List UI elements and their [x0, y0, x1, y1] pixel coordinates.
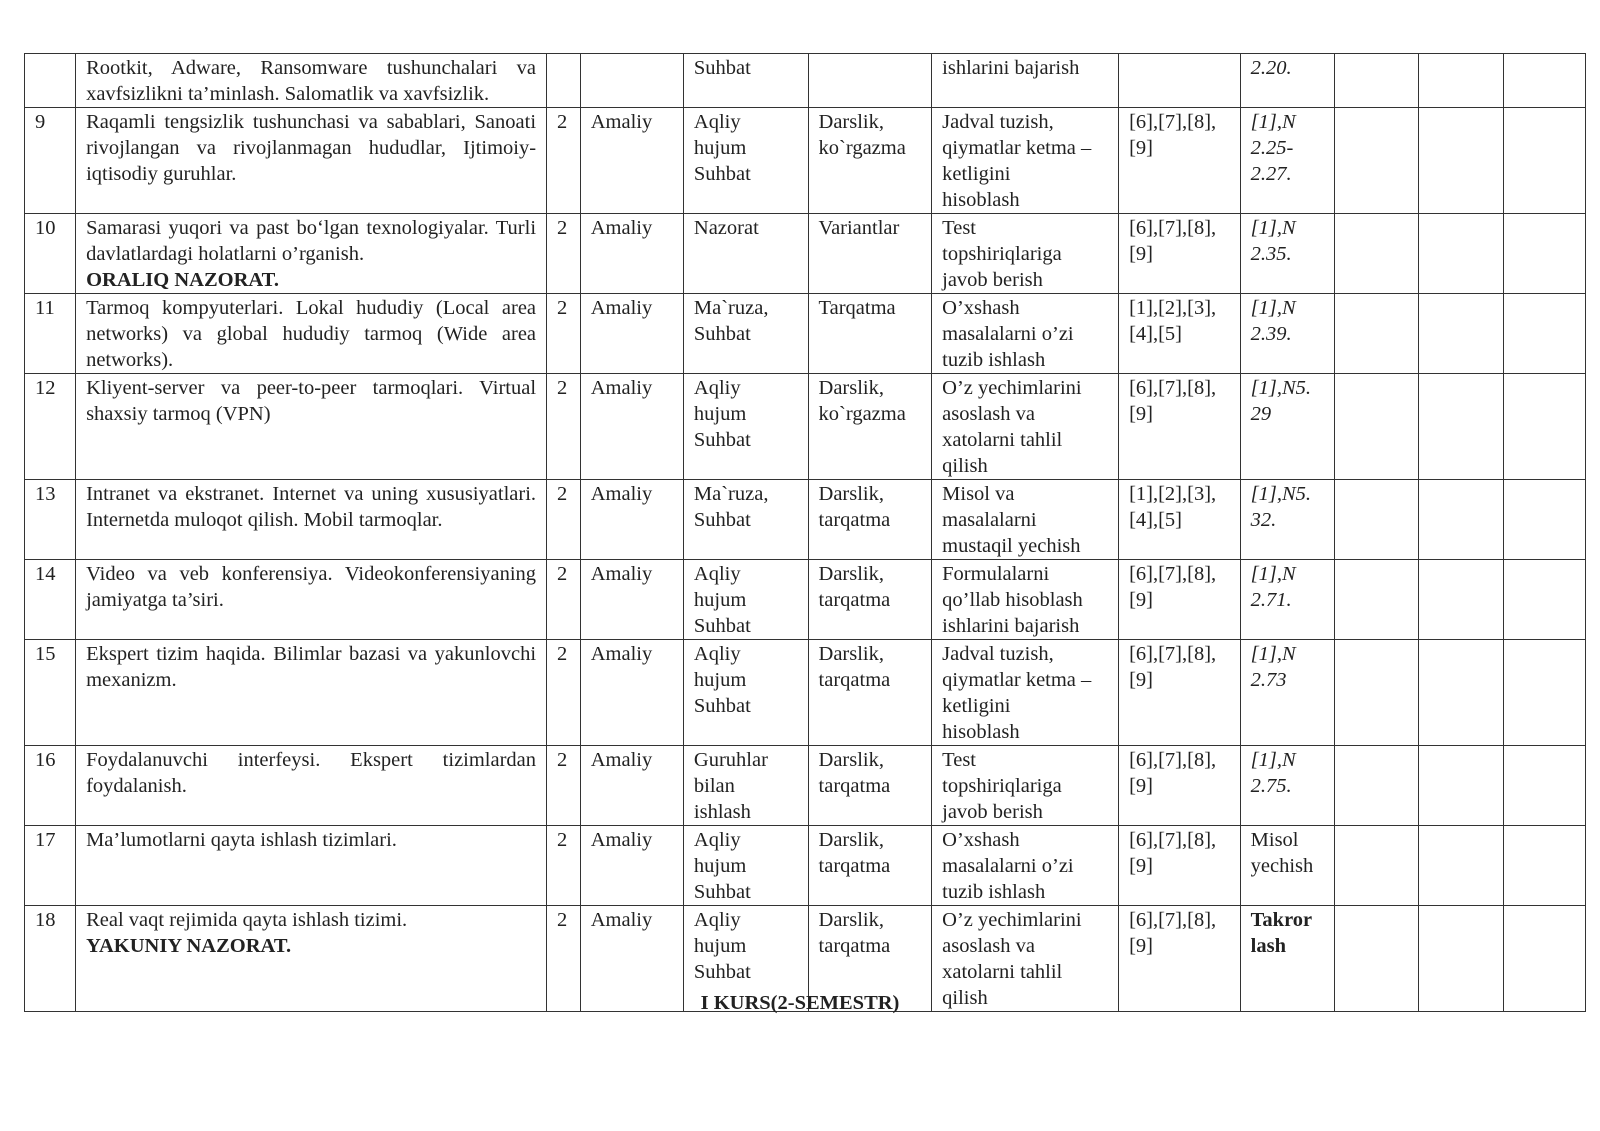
pages-cell-line: Takror — [1250, 909, 1313, 931]
method-cell-line: Aqliy — [693, 909, 741, 931]
pages-cell — [1240, 826, 1334, 906]
task-cell — [932, 108, 1119, 214]
empty-cell — [1504, 214, 1586, 294]
refs-cell — [1119, 826, 1241, 906]
row-number: 16 — [35, 749, 56, 771]
tool-cell — [808, 560, 932, 640]
topic-text: Kliyent-server va peer-to-peer tarmoqlari. Virtual shaxsiy tarmoq (VPN) — [86, 377, 537, 425]
task-cell-line: mustaqil yechish — [942, 535, 1081, 557]
method-cell-line: Aqliy — [693, 563, 741, 585]
lesson-type-cell — [580, 746, 683, 826]
refs-cell-line: [6],[7],[8], — [1129, 563, 1217, 585]
refs-cell — [1119, 746, 1241, 826]
task-cell-line: asoslash va — [942, 935, 1035, 957]
empty-cell — [1504, 640, 1586, 746]
task-cell — [932, 480, 1119, 560]
method-cell — [683, 560, 808, 640]
topic-text: Raqamli tengsizlik tushunchasi va sabablari, Sanoati rivojlangan va rivojlanmagan hududlar, Ijtimoiy-iqtisodiy guruhlar. — [86, 111, 537, 185]
lesson-type: Amaliy — [590, 749, 653, 771]
task-cell-line: Test — [942, 749, 977, 771]
empty-cell — [1504, 560, 1586, 640]
task-cell-line: masalalarni o’zi — [942, 855, 1074, 877]
refs-cell-line: [1],[2],[3], — [1129, 483, 1217, 505]
refs-cell-line: [9] — [1129, 243, 1153, 265]
pages-cell — [1240, 214, 1334, 294]
lesson-type-cell — [580, 826, 683, 906]
refs-cell-line: [4],[5] — [1129, 323, 1183, 345]
refs-cell-line: [6],[7],[8], — [1129, 217, 1217, 239]
curriculum-table — [24, 53, 1586, 1012]
empty-cell — [1419, 54, 1504, 108]
task-cell-line: qilish — [942, 455, 988, 477]
empty-cell — [1334, 54, 1419, 108]
task-cell-line: Misol va — [942, 483, 1015, 505]
row-number-cell — [25, 294, 76, 374]
method-cell-line: Ma`ruza, — [693, 297, 769, 319]
row-number: 12 — [35, 377, 56, 399]
row-number: 18 — [35, 909, 56, 931]
hours-value: 2 — [557, 909, 568, 931]
row-number-cell — [25, 374, 76, 480]
topic-cell — [76, 560, 547, 640]
empty-cell — [1504, 54, 1586, 108]
row-number-cell — [25, 480, 76, 560]
pages-cell — [1240, 560, 1334, 640]
task-cell-line: topshiriqlariga — [942, 243, 1062, 265]
refs-cell-line: [6],[7],[8], — [1129, 643, 1217, 665]
task-cell-line: Test — [942, 217, 977, 239]
task-cell-line: Formulalarni — [942, 563, 1050, 585]
tool-cell-line: Darslik, — [818, 111, 885, 133]
task-cell-line: hisoblash — [942, 189, 1020, 211]
row-number: 11 — [35, 297, 55, 319]
task-cell-line: ishlarini bajarish — [942, 57, 1080, 79]
task-cell — [932, 560, 1119, 640]
task-cell — [932, 54, 1119, 108]
table-row — [25, 480, 1586, 560]
hours-cell — [547, 480, 581, 560]
method-cell — [683, 108, 808, 214]
hours-value: 2 — [557, 563, 568, 585]
task-cell-line: xatolarni tahlil — [942, 429, 1063, 451]
lesson-type: Amaliy — [590, 829, 653, 851]
pages-cell-line: [1],N5. — [1250, 377, 1312, 399]
tool-cell-line: tarqatma — [818, 775, 891, 797]
method-cell-line: Aqliy — [693, 829, 741, 851]
row-number-cell — [25, 108, 76, 214]
task-cell-line: topshiriqlariga — [942, 775, 1062, 797]
topic-text: Intranet va ekstranet. Internet va uning xususiyatlari. Internetda muloqot qilish. Mobil tarmoqlar. — [86, 483, 537, 531]
table-row — [25, 214, 1586, 294]
task-cell-line: O’xshash — [942, 297, 1020, 319]
refs-cell-line: [6],[7],[8], — [1129, 829, 1217, 851]
topic-text: Samarasi yuqori va past bo‘lgan texnologiyalar. Turli davlatlardagi holatlarni o’rganish. — [86, 217, 537, 265]
row-number-cell — [25, 214, 76, 294]
row-number: 15 — [35, 643, 56, 665]
refs-cell-line: [9] — [1129, 403, 1153, 425]
empty-cell — [1334, 214, 1419, 294]
empty-cell — [1504, 108, 1586, 214]
pages-cell-line: [1],N — [1250, 111, 1296, 133]
tool-cell-line: ko`rgazma — [818, 137, 906, 159]
method-cell-line: Suhbat — [693, 429, 751, 451]
refs-cell — [1119, 560, 1241, 640]
method-cell-line: Suhbat — [693, 961, 751, 983]
table-row — [25, 374, 1586, 480]
pages-cell-line: 29 — [1250, 403, 1272, 425]
hours-cell — [547, 54, 581, 108]
hours-cell — [547, 214, 581, 294]
topic-text: Video va veb konferensiya. Videokonferensiyaning jamiyatga ta’siri. — [86, 563, 537, 611]
topic-cell — [76, 374, 547, 480]
pages-cell-line: 32. — [1250, 509, 1277, 531]
lesson-type: Amaliy — [590, 909, 653, 931]
lesson-type-cell — [580, 214, 683, 294]
row-number-cell — [25, 826, 76, 906]
refs-cell-line: [9] — [1129, 935, 1153, 957]
pages-cell — [1240, 374, 1334, 480]
refs-cell-line: [6],[7],[8], — [1129, 111, 1217, 133]
topic-text: Ma’lumotlarni qayta ishlash tizimlari. — [86, 829, 397, 851]
method-cell-line: Nazorat — [693, 217, 759, 239]
method-cell-line: hujum — [693, 137, 747, 159]
row-number: 13 — [35, 483, 56, 505]
table-row — [25, 826, 1586, 906]
empty-cell — [1419, 560, 1504, 640]
empty-cell — [1419, 480, 1504, 560]
method-cell — [683, 480, 808, 560]
refs-cell-line: [6],[7],[8], — [1129, 377, 1217, 399]
topic-cell — [76, 640, 547, 746]
pages-cell — [1240, 294, 1334, 374]
topic-cell — [76, 294, 547, 374]
lesson-type: Amaliy — [590, 297, 653, 319]
section-title: I KURS(2-SEMESTR) — [700, 992, 900, 1014]
task-cell-line: xatolarni tahlil — [942, 961, 1063, 983]
row-number-cell — [25, 640, 76, 746]
task-cell-line: masalalarni — [942, 509, 1037, 531]
method-cell-line: Aqliy — [693, 377, 741, 399]
pages-cell-line: Misol — [1250, 829, 1299, 851]
hours-value: 2 — [557, 643, 568, 665]
document-page — [24, 53, 1586, 1012]
pages-cell-line: [1],N — [1250, 297, 1296, 319]
pages-cell-line: 2.75. — [1250, 775, 1292, 797]
task-cell — [932, 374, 1119, 480]
tool-cell-line: ko`rgazma — [818, 403, 906, 425]
lesson-type-cell — [580, 560, 683, 640]
pages-cell-line: [1],N5. — [1250, 483, 1312, 505]
refs-cell — [1119, 640, 1241, 746]
pages-cell-line: lash — [1250, 935, 1286, 957]
refs-cell-line: [6],[7],[8], — [1129, 909, 1217, 931]
empty-cell — [1334, 374, 1419, 480]
method-cell-line: Ma`ruza, — [693, 483, 769, 505]
method-cell-line: hujum — [693, 589, 747, 611]
method-cell-line: Aqliy — [693, 643, 741, 665]
tool-cell-line: Darslik, — [818, 749, 885, 771]
empty-cell — [1334, 560, 1419, 640]
tool-cell-line: Darslik, — [818, 909, 885, 931]
topic-cell — [76, 480, 547, 560]
task-cell — [932, 214, 1119, 294]
empty-cell — [1334, 746, 1419, 826]
tool-cell-line: tarqatma — [818, 509, 891, 531]
refs-cell-line: [1],[2],[3], — [1129, 297, 1217, 319]
task-cell-line: O’xshash — [942, 829, 1020, 851]
lesson-type-cell — [580, 54, 683, 108]
method-cell-line: Suhbat — [693, 509, 751, 531]
refs-cell — [1119, 214, 1241, 294]
hours-value: 2 — [557, 829, 568, 851]
empty-cell — [1334, 826, 1419, 906]
method-cell-line: hujum — [693, 403, 747, 425]
topic-cell — [76, 214, 547, 294]
hours-cell — [547, 640, 581, 746]
tool-cell — [808, 826, 932, 906]
table-body — [25, 54, 1586, 1012]
pages-cell-line: [1],N — [1250, 643, 1296, 665]
refs-cell-line: [4],[5] — [1129, 509, 1183, 531]
task-cell-line: Jadval tuzish, — [942, 643, 1054, 665]
table-row — [25, 640, 1586, 746]
method-cell-line: hujum — [693, 935, 747, 957]
row-number: 14 — [35, 563, 56, 585]
empty-cell — [1419, 294, 1504, 374]
method-cell — [683, 214, 808, 294]
tool-cell-line: Darslik, — [818, 377, 885, 399]
task-cell-line: qiymatlar ketma – — [942, 669, 1092, 691]
empty-cell — [1504, 374, 1586, 480]
hours-cell — [547, 374, 581, 480]
tool-cell-line: tarqatma — [818, 855, 891, 877]
topic-text: Tarmoq kompyuterlari. Lokal hududiy (Local area networks) va global hududiy tarmoq (Wide area networks). — [86, 297, 537, 371]
hours-value: 2 — [557, 217, 568, 239]
topic-text: Real vaqt rejimida qayta ishlash tizimi. — [86, 909, 408, 931]
table-row — [25, 746, 1586, 826]
task-cell-line: javob berish — [942, 801, 1043, 823]
tool-cell-line: Darslik, — [818, 483, 885, 505]
task-cell-line: ketligini — [942, 163, 1011, 185]
hours-cell — [547, 108, 581, 214]
pages-cell-line: 2.35. — [1250, 243, 1292, 265]
lesson-type: Amaliy — [590, 111, 653, 133]
table-row — [25, 294, 1586, 374]
empty-cell — [1419, 108, 1504, 214]
tool-cell-line: Darslik, — [818, 643, 885, 665]
table-row — [25, 560, 1586, 640]
empty-cell — [1334, 294, 1419, 374]
method-cell-line: Aqliy — [693, 111, 741, 133]
empty-cell — [1334, 480, 1419, 560]
tool-cell — [808, 640, 932, 746]
empty-cell — [1419, 746, 1504, 826]
refs-cell — [1119, 54, 1241, 108]
task-cell-line: ketligini — [942, 695, 1011, 717]
task-cell-line: tuzib ishlash — [942, 881, 1046, 903]
lesson-type: Amaliy — [590, 643, 653, 665]
refs-cell — [1119, 108, 1241, 214]
refs-cell-line: [9] — [1129, 775, 1153, 797]
empty-cell — [1419, 826, 1504, 906]
topic-cell — [76, 108, 547, 214]
pages-cell — [1240, 108, 1334, 214]
tool-cell — [808, 214, 932, 294]
empty-cell — [1419, 640, 1504, 746]
lesson-type-cell — [580, 480, 683, 560]
method-cell-line: Suhbat — [693, 695, 751, 717]
hours-value: 2 — [557, 377, 568, 399]
control-label: ORALIQ NAZORAT. — [86, 269, 279, 291]
task-cell-line: hisoblash — [942, 721, 1020, 743]
refs-cell — [1119, 374, 1241, 480]
empty-cell — [1334, 640, 1419, 746]
hours-cell — [547, 746, 581, 826]
lesson-type: Amaliy — [590, 563, 653, 585]
method-cell — [683, 54, 808, 108]
task-cell — [932, 746, 1119, 826]
pages-cell-line: 2.20. — [1250, 57, 1292, 79]
task-cell-line: ishlarini bajarish — [942, 615, 1080, 637]
task-cell-line: qilish — [942, 987, 988, 1009]
task-cell — [932, 826, 1119, 906]
method-cell-line: Suhbat — [693, 57, 751, 79]
empty-cell — [1334, 108, 1419, 214]
pages-cell-line: 2.25- — [1250, 137, 1294, 159]
tool-cell — [808, 746, 932, 826]
topic-cell — [76, 826, 547, 906]
pages-cell — [1240, 54, 1334, 108]
empty-cell — [1504, 294, 1586, 374]
tool-cell — [808, 294, 932, 374]
topic-text: Rootkit, Adware, Ransomware tushunchalari va xavfsizlikni ta’minlash. Salomatlik va xavfsizlik. — [86, 57, 537, 105]
tool-cell-line: tarqatma — [818, 589, 891, 611]
method-cell-line: hujum — [693, 669, 747, 691]
topic-text: Ekspert tizim haqida. Bilimlar bazasi va yakunlovchi mexanizm. — [86, 643, 537, 691]
method-cell-line: bilan — [693, 775, 735, 797]
task-cell-line: qo’llab hisoblash — [942, 589, 1083, 611]
method-cell-line: Guruhlar — [693, 749, 768, 771]
row-number: 10 — [35, 217, 56, 239]
method-cell-line: hujum — [693, 855, 747, 877]
hours-cell — [547, 826, 581, 906]
refs-cell-line: [9] — [1129, 855, 1153, 877]
empty-cell — [1504, 746, 1586, 826]
tool-cell — [808, 108, 932, 214]
method-cell — [683, 640, 808, 746]
table-row — [25, 108, 1586, 214]
tool-cell-line: tarqatma — [818, 935, 891, 957]
hours-cell — [547, 294, 581, 374]
empty-cell — [1504, 480, 1586, 560]
table-row — [25, 54, 1586, 108]
tool-cell-line: Darslik, — [818, 563, 885, 585]
tool-cell-line: Variantlar — [818, 217, 900, 239]
pages-cell-line: [1],N — [1250, 563, 1296, 585]
refs-cell-line: [9] — [1129, 589, 1153, 611]
hours-value: 2 — [557, 297, 568, 319]
task-cell-line: tuzib ishlash — [942, 349, 1046, 371]
refs-cell — [1119, 480, 1241, 560]
refs-cell-line: [9] — [1129, 669, 1153, 691]
empty-cell — [1419, 214, 1504, 294]
method-cell — [683, 374, 808, 480]
control-label: YAKUNIY NAZORAT. — [86, 935, 292, 957]
lesson-type-cell — [580, 374, 683, 480]
pages-cell-line: 2.73 — [1250, 669, 1287, 691]
method-cell-line: Suhbat — [693, 881, 751, 903]
task-cell-line: O’z yechimlarini — [942, 377, 1082, 399]
task-cell-line: O’z yechimlarini — [942, 909, 1082, 931]
row-number: 17 — [35, 829, 56, 851]
pages-cell-line: 2.27. — [1250, 163, 1292, 185]
task-cell — [932, 640, 1119, 746]
pages-cell — [1240, 746, 1334, 826]
pages-cell-line: yechish — [1250, 855, 1314, 877]
hours-value: 2 — [557, 749, 568, 771]
pages-cell — [1240, 480, 1334, 560]
hours-cell — [547, 560, 581, 640]
lesson-type: Amaliy — [590, 377, 653, 399]
pages-cell-line: [1],N — [1250, 749, 1296, 771]
topic-text: Foydalanuvchi interfeysi. Ekspert tizimlardan foydalanish. — [86, 749, 537, 797]
lesson-type-cell — [580, 640, 683, 746]
topic-cell — [76, 746, 547, 826]
refs-cell-line: [6],[7],[8], — [1129, 749, 1217, 771]
method-cell-line: Suhbat — [693, 323, 751, 345]
tool-cell-line: Tarqatma — [818, 297, 896, 319]
pages-cell-line: [1],N — [1250, 217, 1296, 239]
task-cell-line: Jadval tuzish, — [942, 111, 1054, 133]
task-cell-line: asoslash va — [942, 403, 1035, 425]
row-number-cell — [25, 54, 76, 108]
tool-cell — [808, 374, 932, 480]
row-number-cell — [25, 560, 76, 640]
tool-cell-line: tarqatma — [818, 669, 891, 691]
lesson-type: Amaliy — [590, 217, 653, 239]
method-cell — [683, 746, 808, 826]
lesson-type-cell — [580, 108, 683, 214]
lesson-type-cell — [580, 294, 683, 374]
pages-cell-line: 2.71. — [1250, 589, 1292, 611]
task-cell-line: qiymatlar ketma – — [942, 137, 1092, 159]
refs-cell — [1119, 294, 1241, 374]
row-number-cell — [25, 746, 76, 826]
method-cell — [683, 294, 808, 374]
method-cell-line: Suhbat — [693, 163, 751, 185]
method-cell-line: ishlash — [693, 801, 751, 823]
pages-cell-line: 2.39. — [1250, 323, 1292, 345]
tool-cell-line: Darslik, — [818, 829, 885, 851]
row-number: 9 — [35, 111, 46, 133]
pages-cell — [1240, 640, 1334, 746]
task-cell-line: masalalarni o’zi — [942, 323, 1074, 345]
empty-cell — [1504, 826, 1586, 906]
task-cell — [932, 294, 1119, 374]
hours-value: 2 — [557, 111, 568, 133]
tool-cell — [808, 54, 932, 108]
lesson-type: Amaliy — [590, 483, 653, 505]
task-cell-line: javob berish — [942, 269, 1043, 291]
method-cell-line: Suhbat — [693, 615, 751, 637]
tool-cell — [808, 480, 932, 560]
topic-cell — [76, 54, 547, 108]
refs-cell-line: [9] — [1129, 137, 1153, 159]
method-cell — [683, 826, 808, 906]
empty-cell — [1419, 374, 1504, 480]
hours-value: 2 — [557, 483, 568, 505]
